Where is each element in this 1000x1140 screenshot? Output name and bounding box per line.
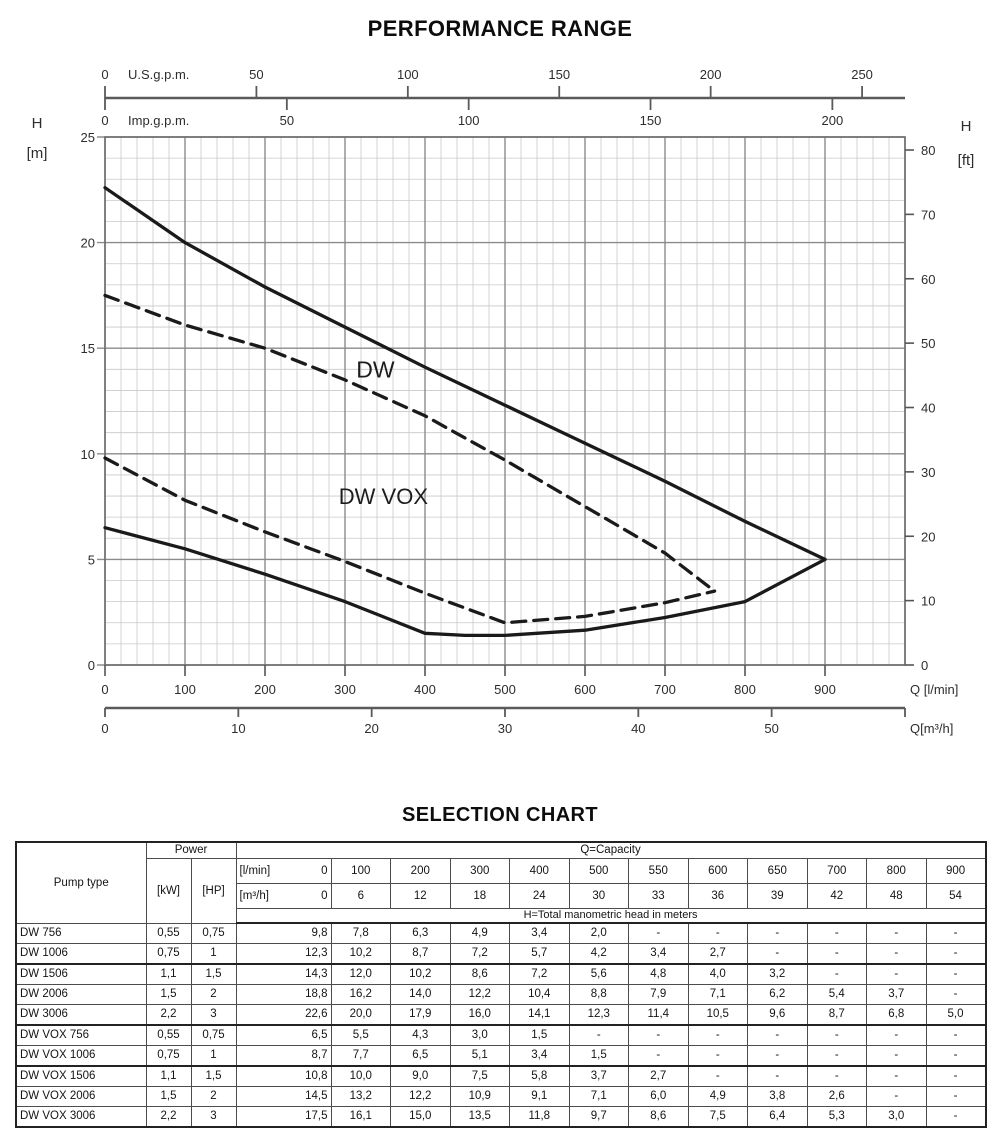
h-m-tick-label: 20 bbox=[80, 235, 95, 251]
table-row bbox=[16, 1005, 986, 1026]
h-m-tick-label: 15 bbox=[80, 341, 95, 357]
header-m3h-tick: 30 bbox=[569, 884, 629, 909]
selection-chart-title: SELECTION CHART bbox=[402, 804, 598, 826]
hp-cell: 3 bbox=[191, 1005, 236, 1026]
head-value-cell: 3,4 bbox=[510, 1046, 570, 1067]
head-value-cell: 5,8 bbox=[510, 1066, 570, 1087]
head-value-cell: - bbox=[569, 1025, 629, 1046]
head-value-cell: 16,1 bbox=[331, 1107, 391, 1128]
head-value-cell: 9,7 bbox=[569, 1107, 629, 1128]
head-value-cell: - bbox=[688, 1046, 748, 1067]
head-value-cell: 3,2 bbox=[748, 964, 808, 985]
table-row bbox=[16, 964, 986, 985]
head-value-cell: 6,5 bbox=[391, 1046, 451, 1067]
head-value-cell: - bbox=[867, 964, 927, 985]
head-value-cell: 7,2 bbox=[450, 944, 510, 965]
impgpm-tick-label: 50 bbox=[279, 113, 295, 128]
hp-cell: 0,75 bbox=[191, 1025, 236, 1046]
hp-cell: 3 bbox=[191, 1107, 236, 1128]
header-lmin-tick: 700 bbox=[807, 859, 867, 884]
pump-name-cell: DW VOX 756 bbox=[16, 1025, 146, 1046]
head-value-cell: - bbox=[926, 1025, 986, 1046]
m3h-tick-label: 30 bbox=[497, 721, 513, 736]
head-value-cell: - bbox=[748, 923, 808, 944]
head-value-cell: 16,0 bbox=[450, 1005, 510, 1026]
head-value-cell: 8,6 bbox=[629, 1107, 689, 1128]
kw-cell: 2,2 bbox=[146, 1107, 191, 1128]
head-value-cell: 11,8 bbox=[510, 1107, 570, 1128]
head-value-cell: 7,9 bbox=[629, 985, 689, 1005]
head-value-cell: - bbox=[748, 944, 808, 965]
header-lmin-tick: 650 bbox=[748, 859, 808, 884]
table-row bbox=[16, 1107, 986, 1128]
header-power: Power bbox=[146, 842, 236, 859]
lmin-tick-label: 0 bbox=[101, 682, 109, 697]
kw-cell: 0,75 bbox=[146, 944, 191, 965]
header-m3h-first: [m³/h] 0 bbox=[236, 884, 331, 909]
head-value-cell: 7,2 bbox=[510, 964, 570, 985]
head-value-cell: - bbox=[807, 1025, 867, 1046]
hp-cell: 1,5 bbox=[191, 1066, 236, 1087]
head-value-cell: 9,6 bbox=[748, 1005, 808, 1026]
header-lmin-tick: 550 bbox=[629, 859, 689, 884]
head-value-cell: - bbox=[807, 923, 867, 944]
head-value-cell: 5,4 bbox=[807, 985, 867, 1005]
h-ft-tick-label: 30 bbox=[921, 464, 936, 480]
header-lmin-first: [l/min] 0 bbox=[236, 859, 331, 884]
lmin-tick-label: 700 bbox=[654, 682, 676, 697]
impgpm-tick-label: 200 bbox=[821, 113, 844, 128]
header-m3h-tick: 36 bbox=[688, 884, 748, 909]
h-m-axis-unit: [m] bbox=[26, 145, 48, 162]
kw-cell: 0,55 bbox=[146, 923, 191, 944]
header-row-capacity bbox=[16, 842, 986, 859]
hp-cell: 0,75 bbox=[191, 923, 236, 944]
header-m3h-tick: 42 bbox=[807, 884, 867, 909]
pump-name-cell: DW VOX 2006 bbox=[16, 1087, 146, 1107]
usgpm-tick-label: 250 bbox=[851, 67, 873, 82]
head-value-cell: - bbox=[629, 1025, 689, 1046]
pump-name-cell: DW 2006 bbox=[16, 985, 146, 1005]
kw-cell: 2,2 bbox=[146, 1005, 191, 1026]
header-lmin-tick: 300 bbox=[450, 859, 510, 884]
header-m3h-tick: 33 bbox=[629, 884, 689, 909]
head-value-cell: 3,4 bbox=[629, 944, 689, 965]
header-pump-type: Pump type bbox=[16, 842, 146, 923]
impgpm-tick-label: 150 bbox=[639, 113, 662, 128]
header-m3h-tick: 54 bbox=[926, 884, 986, 909]
series-dw-upper-boundary-dw-3006 bbox=[105, 188, 825, 560]
head-value-cell: - bbox=[867, 1087, 927, 1107]
head-value-cell: - bbox=[867, 1066, 927, 1087]
head-value-cell: 5,5 bbox=[331, 1025, 391, 1046]
head-value-cell: 2,0 bbox=[569, 923, 629, 944]
head-value-cell: 3,4 bbox=[510, 923, 570, 944]
header-lmin-tick: 900 bbox=[926, 859, 986, 884]
header-hp: [HP] bbox=[191, 859, 236, 924]
head-value-cell: - bbox=[748, 1046, 808, 1067]
head-value-cell: 12,3 bbox=[236, 944, 331, 965]
kw-cell: 1,5 bbox=[146, 985, 191, 1005]
head-value-cell: 6,8 bbox=[867, 1005, 927, 1026]
header-lmin-tick: 500 bbox=[569, 859, 629, 884]
hp-cell: 1 bbox=[191, 944, 236, 965]
head-value-cell: 3,0 bbox=[867, 1107, 927, 1128]
head-value-cell: - bbox=[867, 923, 927, 944]
head-value-cell: 3,7 bbox=[867, 985, 927, 1005]
lmin-tick-label: 400 bbox=[414, 682, 436, 697]
kw-cell: 1,5 bbox=[146, 1087, 191, 1107]
head-value-cell: 18,8 bbox=[236, 985, 331, 1005]
head-value-cell: 10,2 bbox=[391, 964, 451, 985]
table-row bbox=[16, 985, 986, 1005]
pump-name-cell: DW 3006 bbox=[16, 1005, 146, 1026]
usgpm-tick-label: 200 bbox=[699, 67, 722, 82]
head-value-cell: 3,0 bbox=[450, 1025, 510, 1046]
head-value-cell: 4,3 bbox=[391, 1025, 451, 1046]
head-value-cell: 4,9 bbox=[688, 1087, 748, 1107]
head-value-cell: 13,5 bbox=[450, 1107, 510, 1128]
head-value-cell: 14,1 bbox=[510, 1005, 570, 1026]
head-value-cell: 17,9 bbox=[391, 1005, 451, 1026]
table-row bbox=[16, 923, 986, 944]
head-value-cell: 1,5 bbox=[569, 1046, 629, 1067]
header-lmin-tick: 100 bbox=[331, 859, 391, 884]
head-value-cell: - bbox=[688, 1066, 748, 1087]
head-value-cell: - bbox=[926, 923, 986, 944]
impgpm-tick-label: 100 bbox=[457, 113, 480, 128]
head-value-cell: 5,3 bbox=[807, 1107, 867, 1128]
head-value-cell: 8,7 bbox=[391, 944, 451, 965]
head-value-cell: 10,2 bbox=[331, 944, 391, 965]
head-value-cell: 6,3 bbox=[391, 923, 451, 944]
table-row bbox=[16, 1046, 986, 1067]
head-value-cell: 7,7 bbox=[331, 1046, 391, 1067]
head-value-cell: 14,5 bbox=[236, 1087, 331, 1107]
head-value-cell: 4,2 bbox=[569, 944, 629, 965]
head-value-cell: 4,0 bbox=[688, 964, 748, 985]
impgpm-tick-label: 0 bbox=[101, 113, 109, 128]
h-ft-axis-name: H bbox=[960, 118, 972, 135]
lmin-tick-label: 100 bbox=[174, 682, 196, 697]
head-value-cell: - bbox=[926, 985, 986, 1005]
head-value-cell: 7,1 bbox=[688, 985, 748, 1005]
region-label-dw: DW bbox=[356, 356, 395, 383]
head-value-cell: 5,1 bbox=[450, 1046, 510, 1067]
hp-cell: 2 bbox=[191, 1087, 236, 1107]
m3h-tick-label: 40 bbox=[631, 721, 646, 736]
region-label-dw-vox: DW VOX bbox=[338, 484, 429, 510]
header-lmin-tick: 200 bbox=[391, 859, 451, 884]
series-dw-vox-upper-boundary-dw-vox-3006 bbox=[105, 295, 715, 591]
h-ft-tick-label: 20 bbox=[921, 529, 936, 545]
head-value-cell: 10,0 bbox=[331, 1066, 391, 1087]
h-m-axis-name: H bbox=[31, 115, 43, 132]
head-value-cell: 4,9 bbox=[450, 923, 510, 944]
header-head-note: H=Total manometric head in meters bbox=[236, 909, 986, 924]
header-m3h-tick: 6 bbox=[331, 884, 391, 909]
head-value-cell: - bbox=[807, 944, 867, 965]
h-ft-tick-label: 40 bbox=[921, 400, 936, 416]
kw-cell: 1,1 bbox=[146, 1066, 191, 1087]
header-lmin-tick: 800 bbox=[867, 859, 927, 884]
head-value-cell: 17,5 bbox=[236, 1107, 331, 1128]
head-value-cell: 8,7 bbox=[807, 1005, 867, 1026]
lmin-tick-label: 800 bbox=[734, 682, 756, 697]
h-ft-axis-unit: [ft] bbox=[957, 152, 975, 169]
head-value-cell: 14,3 bbox=[236, 964, 331, 985]
head-value-cell: - bbox=[807, 964, 867, 985]
head-value-cell: - bbox=[807, 1046, 867, 1067]
h-ft-tick-label: 60 bbox=[921, 271, 936, 287]
header-m3h-tick: 24 bbox=[510, 884, 570, 909]
head-value-cell: 6,4 bbox=[748, 1107, 808, 1128]
series-lower-boundary-envelope bbox=[105, 528, 825, 636]
header-m3h-tick: 48 bbox=[867, 884, 927, 909]
series-dw-lower-boundary-dw-756 bbox=[105, 458, 715, 623]
head-value-cell: 22,6 bbox=[236, 1005, 331, 1026]
head-value-cell: 3,7 bbox=[569, 1066, 629, 1087]
head-value-cell: 9,8 bbox=[236, 923, 331, 944]
header-m3h-tick: 18 bbox=[450, 884, 510, 909]
m3h-tick-label: 10 bbox=[231, 721, 246, 736]
head-value-cell: - bbox=[807, 1066, 867, 1087]
head-value-cell: 12,3 bbox=[569, 1005, 629, 1026]
hp-cell: 1 bbox=[191, 1046, 236, 1067]
usgpm-tick-label: 0 bbox=[101, 67, 109, 82]
head-value-cell: - bbox=[629, 923, 689, 944]
head-value-cell: 6,0 bbox=[629, 1087, 689, 1107]
head-value-cell: 2,6 bbox=[807, 1087, 867, 1107]
pump-name-cell: DW VOX 1506 bbox=[16, 1066, 146, 1087]
h-m-tick-label: 0 bbox=[87, 658, 95, 673]
table-row bbox=[16, 1087, 986, 1107]
h-ft-tick-label: 10 bbox=[921, 593, 936, 609]
head-value-cell: 7,8 bbox=[331, 923, 391, 944]
head-value-cell: 5,0 bbox=[926, 1005, 986, 1026]
kw-cell: 0,55 bbox=[146, 1025, 191, 1046]
h-m-tick-label: 25 bbox=[80, 130, 95, 145]
head-value-cell: 13,2 bbox=[331, 1087, 391, 1107]
pump-name-cell: DW 1006 bbox=[16, 944, 146, 965]
head-value-cell: 15,0 bbox=[391, 1107, 451, 1128]
head-value-cell: 14,0 bbox=[391, 985, 451, 1005]
lmin-tick-label: 600 bbox=[574, 682, 596, 697]
head-value-cell: - bbox=[867, 1046, 927, 1067]
head-value-cell: 10,4 bbox=[510, 985, 570, 1005]
header-lmin-tick: 400 bbox=[510, 859, 570, 884]
header-capacity: Q=Capacity bbox=[236, 842, 986, 859]
performance-range-title: PERFORMANCE RANGE bbox=[367, 16, 633, 41]
head-value-cell: - bbox=[867, 1025, 927, 1046]
head-value-cell: 2,7 bbox=[629, 1066, 689, 1087]
head-value-cell: - bbox=[926, 964, 986, 985]
head-value-cell: - bbox=[926, 1046, 986, 1067]
impgpm-axis-name: Imp.g.p.m. bbox=[128, 113, 190, 128]
head-value-cell: 7,5 bbox=[688, 1107, 748, 1128]
usgpm-axis-name: U.S.g.p.m. bbox=[128, 67, 190, 82]
head-value-cell: 6,5 bbox=[236, 1025, 331, 1046]
head-value-cell: - bbox=[688, 923, 748, 944]
head-value-cell: - bbox=[629, 1046, 689, 1067]
head-value-cell: 8,6 bbox=[450, 964, 510, 985]
head-value-cell: 9,0 bbox=[391, 1066, 451, 1087]
selection-chart-table-wrap bbox=[15, 841, 985, 1128]
head-value-cell: 7,1 bbox=[569, 1087, 629, 1107]
head-value-cell: 12,2 bbox=[450, 985, 510, 1005]
head-value-cell: 11,4 bbox=[629, 1005, 689, 1026]
head-value-cell: 4,8 bbox=[629, 964, 689, 985]
head-value-cell: 20,0 bbox=[331, 1005, 391, 1026]
pump-name-cell: DW VOX 1006 bbox=[16, 1046, 146, 1067]
m3h-axis-name: Q[m³/h] bbox=[910, 721, 954, 736]
header-row-lmin bbox=[16, 859, 986, 884]
pump-name-cell: DW 756 bbox=[16, 923, 146, 944]
head-value-cell: 5,6 bbox=[569, 964, 629, 985]
h-m-tick-label: 5 bbox=[87, 552, 95, 568]
lmin-tick-label: 300 bbox=[334, 682, 356, 697]
table-row bbox=[16, 1025, 986, 1046]
usgpm-tick-label: 100 bbox=[396, 67, 419, 82]
m3h-tick-label: 50 bbox=[764, 721, 779, 736]
head-value-cell: 12,2 bbox=[391, 1087, 451, 1107]
header-kw: [kW] bbox=[146, 859, 191, 924]
lmin-tick-label: 200 bbox=[254, 682, 276, 697]
pump-name-cell: DW 1506 bbox=[16, 964, 146, 985]
usgpm-tick-label: 150 bbox=[548, 67, 571, 82]
m3h-tick-label: 20 bbox=[364, 721, 379, 736]
hp-cell: 1,5 bbox=[191, 964, 236, 985]
head-value-cell: 8,7 bbox=[236, 1046, 331, 1067]
pump-name-cell: DW VOX 3006 bbox=[16, 1107, 146, 1128]
kw-cell: 1,1 bbox=[146, 964, 191, 985]
head-value-cell: 9,1 bbox=[510, 1087, 570, 1107]
head-value-cell: - bbox=[748, 1066, 808, 1087]
head-value-cell: - bbox=[926, 944, 986, 965]
head-value-cell: 10,5 bbox=[688, 1005, 748, 1026]
head-value-cell: 3,8 bbox=[748, 1087, 808, 1107]
h-ft-tick-label: 80 bbox=[921, 143, 936, 158]
table-row bbox=[16, 944, 986, 965]
h-m-tick-label: 10 bbox=[80, 446, 95, 462]
lmin-axis-name: Q [l/min] bbox=[910, 682, 959, 697]
head-value-cell: 8,8 bbox=[569, 985, 629, 1005]
head-value-cell: - bbox=[867, 944, 927, 965]
header-m3h-tick: 39 bbox=[748, 884, 808, 909]
usgpm-tick-label: 50 bbox=[249, 67, 264, 82]
h-ft-tick-label: 50 bbox=[921, 336, 936, 352]
head-value-cell: 10,8 bbox=[236, 1066, 331, 1087]
m3h-tick-label: 0 bbox=[101, 721, 109, 736]
head-value-cell: 1,5 bbox=[510, 1025, 570, 1046]
lmin-tick-label: 900 bbox=[814, 682, 836, 697]
header-lmin-tick: 600 bbox=[688, 859, 748, 884]
head-value-cell: 10,9 bbox=[450, 1087, 510, 1107]
table-row bbox=[16, 1066, 986, 1087]
head-value-cell: 7,5 bbox=[450, 1066, 510, 1087]
head-value-cell: - bbox=[688, 1025, 748, 1046]
header-m3h-tick: 12 bbox=[391, 884, 451, 909]
head-value-cell: - bbox=[748, 1025, 808, 1046]
h-ft-tick-label: 0 bbox=[921, 658, 929, 673]
head-value-cell: 5,7 bbox=[510, 944, 570, 965]
head-value-cell: - bbox=[926, 1107, 986, 1128]
head-value-cell: 16,2 bbox=[331, 985, 391, 1005]
head-value-cell: - bbox=[926, 1066, 986, 1087]
h-ft-tick-label: 70 bbox=[921, 207, 936, 223]
head-value-cell: - bbox=[926, 1087, 986, 1107]
lmin-tick-label: 500 bbox=[494, 682, 516, 697]
selection-chart-table bbox=[15, 841, 987, 1128]
hp-cell: 2 bbox=[191, 985, 236, 1005]
head-value-cell: 12,0 bbox=[331, 964, 391, 985]
head-value-cell: 6,2 bbox=[748, 985, 808, 1005]
head-value-cell: 2,7 bbox=[688, 944, 748, 965]
kw-cell: 0,75 bbox=[146, 1046, 191, 1067]
